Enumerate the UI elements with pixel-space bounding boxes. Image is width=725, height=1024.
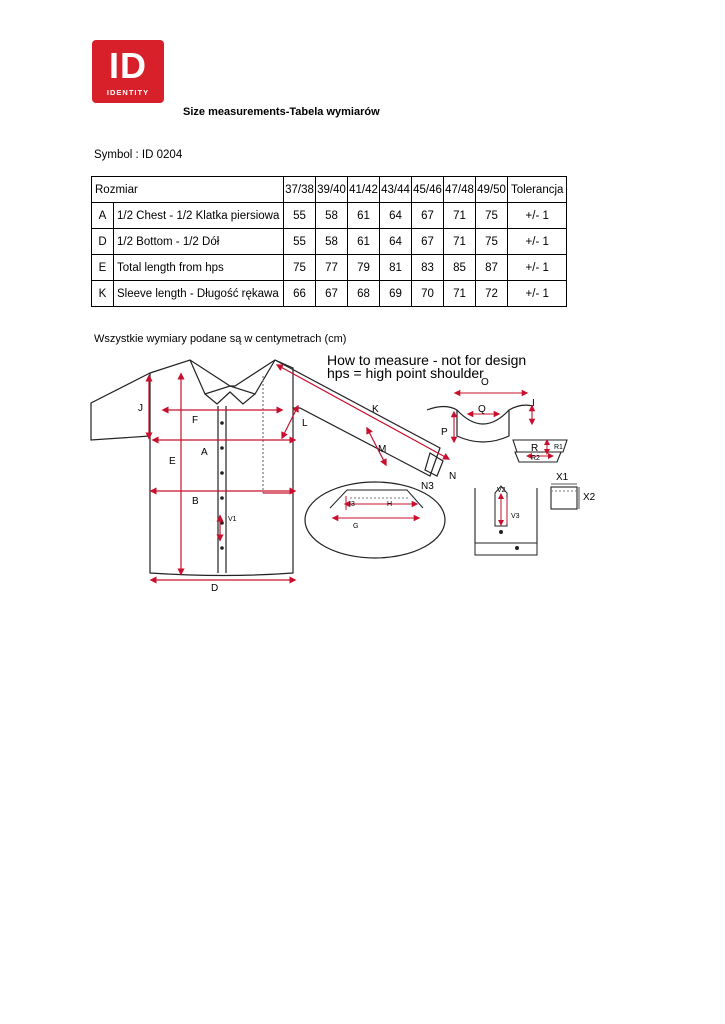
table-header-cell: 47/48: [444, 177, 476, 203]
row-value: 75: [284, 255, 316, 281]
row-value: 70: [412, 281, 444, 307]
size-table: [91, 176, 567, 307]
row-value: 85: [444, 255, 476, 281]
table-header-cell: 39/40: [316, 177, 348, 203]
row-value: 61: [348, 203, 380, 229]
label-R2: R2: [531, 455, 540, 462]
page-title: Size measurements-Tabela wymiarów: [183, 106, 380, 118]
row-value: 66: [284, 281, 316, 307]
table-header-cell: 45/46: [412, 177, 444, 203]
diagram-subheading: hps = high point shoulder: [327, 365, 484, 381]
table-header-cell: Tolerancja: [508, 177, 567, 203]
table-row: [92, 255, 567, 281]
logo-subtitle: IDENTITY: [106, 88, 150, 97]
label-V3: V3: [511, 513, 520, 520]
label-I: I: [532, 398, 535, 409]
table-row: [92, 281, 567, 307]
row-value: 61: [348, 229, 380, 255]
table-row: [92, 203, 567, 229]
row-tolerance: +/- 1: [508, 229, 567, 255]
label-Q: Q: [478, 404, 486, 415]
row-label: 1/2 Chest - 1/2 Klatka piersiowa: [114, 203, 284, 229]
label-I3: I3: [349, 501, 355, 508]
label-K: K: [372, 404, 379, 415]
label-N: N: [449, 471, 457, 482]
label-F: F: [192, 415, 199, 426]
label-X2: X2: [583, 492, 596, 503]
logo-mark: ID: [109, 45, 147, 86]
label-J: J: [138, 403, 143, 414]
row-value: 68: [348, 281, 380, 307]
row-value: 71: [444, 281, 476, 307]
row-value: 69: [380, 281, 412, 307]
row-value: 77: [316, 255, 348, 281]
row-value: 75: [476, 229, 508, 255]
row-value: 87: [476, 255, 508, 281]
row-value: 79: [348, 255, 380, 281]
label-M: M: [378, 444, 387, 455]
row-value: 67: [412, 203, 444, 229]
row-label: Total length from hps: [114, 255, 284, 281]
row-code: K: [92, 281, 114, 307]
label-P: P: [441, 427, 448, 438]
units-note: Wszystkie wymiary podane są w centymetrach (cm): [94, 333, 347, 345]
label-D: D: [211, 583, 219, 594]
label-R: R: [531, 443, 539, 454]
row-value: 58: [316, 229, 348, 255]
row-label: Sleeve length - Długość rękawa: [114, 281, 284, 307]
row-value: 72: [476, 281, 508, 307]
brand-logo: [92, 40, 164, 103]
label-G: G: [353, 523, 359, 530]
row-value: 64: [380, 203, 412, 229]
row-tolerance: +/- 1: [508, 255, 567, 281]
label-V2: V2: [497, 487, 506, 494]
row-tolerance: +/- 1: [508, 281, 567, 307]
row-code: A: [92, 203, 114, 229]
label-V1: V1: [228, 516, 237, 523]
label-H: H: [387, 501, 393, 508]
row-value: 81: [380, 255, 412, 281]
row-value: 67: [412, 229, 444, 255]
row-code: D: [92, 229, 114, 255]
sleeve-placket-detail: [475, 486, 537, 555]
row-value: 71: [444, 229, 476, 255]
label-X1: X1: [556, 472, 569, 483]
measurement-diagram: [85, 348, 625, 598]
label-E: E: [169, 456, 176, 467]
table-header-cell: 37/38: [284, 177, 316, 203]
table-header-cell: 43/44: [380, 177, 412, 203]
table-row: [92, 229, 567, 255]
table-header-row: [92, 177, 567, 203]
row-value: 58: [316, 203, 348, 229]
row-value: 55: [284, 203, 316, 229]
label-B: B: [192, 496, 199, 507]
table-header-cell: Rozmiar: [92, 177, 284, 203]
label-A: A: [201, 447, 208, 458]
diagram-heading: How to measure - not for design: [327, 352, 527, 368]
pocket-detail: [551, 484, 579, 509]
label-O: O: [481, 377, 489, 388]
row-value: 64: [380, 229, 412, 255]
row-value: 55: [284, 229, 316, 255]
row-value: 67: [316, 281, 348, 307]
label-N3: N3: [421, 481, 434, 492]
table-header-cell: 49/50: [476, 177, 508, 203]
row-value: 71: [444, 203, 476, 229]
row-value: 83: [412, 255, 444, 281]
row-code: E: [92, 255, 114, 281]
row-value: 75: [476, 203, 508, 229]
row-tolerance: +/- 1: [508, 203, 567, 229]
back-view-detail: [305, 482, 445, 558]
product-symbol: Symbol : ID 0204: [94, 149, 183, 161]
label-R1: R1: [554, 444, 563, 451]
label-L: L: [302, 418, 308, 429]
row-label: 1/2 Bottom - 1/2 Dół: [114, 229, 284, 255]
table-header-cell: 41/42: [348, 177, 380, 203]
